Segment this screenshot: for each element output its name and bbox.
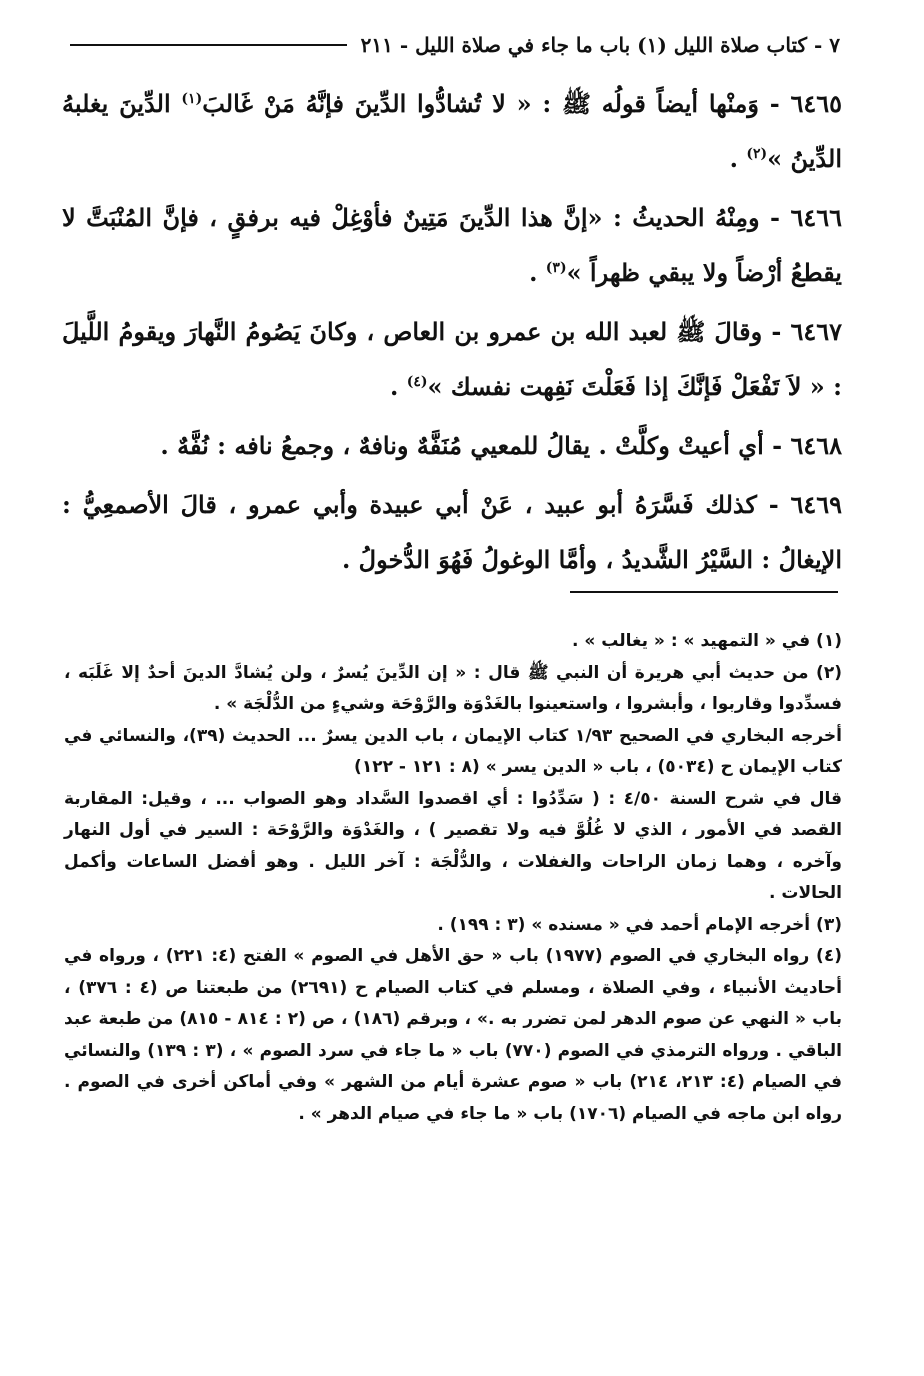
entry-text: - أي أعيتْ وكلَّتْ . يقالُ للمعيي مُنَفَّهٌ ونافهٌ ، وجمعُ نافه : نُفَّهٌ . xyxy=(160,431,783,460)
footnote-text: رواه البخاري في الصوم (١٩٧٧) باب « حق الأهل في الصوم » الفتح (٤: ٢٢١) ، ورواه في أحاديث الأنبياء ، وفي الصلاة ، ومسلم في كتاب الصيام ح (٢٦٩١) من طبعتنا ص (٤ : ٣٧٦) ، باب « النهي عن صوم الدهر لمن تضرر به .» ، وبرقم (١٨٦) ، ص (٢ : ٨١٤ - ٨١٥) من طبعة عبد الباقي . ورواه الترمذي في الصوم (٧٧٠) باب « ما جاء في سرد الصوم » ، (٣ : ١٣٩) والنسائي في الصيام (٤: ٢١٣، ٢١٤) باب « صوم عشرة أيام من الشهر » وفي أماكن أخرى في الصوم . رواه ابن ماجه في الصيام (١٧٠٦) باب « ما جاء في صيام الدهر » . xyxy=(64,946,842,1124)
entry-6465 xyxy=(62,76,842,186)
entry-number: ٦٤٦٥ xyxy=(790,89,842,118)
footnote-ref: (١) xyxy=(181,91,203,107)
running-header xyxy=(70,28,840,62)
footnote-2-commentary xyxy=(64,784,842,910)
entry-text: - كذلك فَسَّرَهُ أبو عبيد ، عَنْ أبي عبيدة وأبي عمرو ، قالَ الأصمعِيُّ : الإيغالُ : السَّيْرُ الشَّديدُ ، وأمَّا الوغولُ فَهُوَ الدُّخولُ . xyxy=(62,490,842,574)
footnote-2-source xyxy=(64,721,842,784)
entry-end: . xyxy=(729,144,738,173)
footnote-ref: (٣) xyxy=(545,260,567,276)
footnote-2 xyxy=(64,658,842,721)
entry-text: - وقالَ ﷺ لعبد الله بن عمرو بن العاص ، وكانَ يَصُومُ النَّهارَ ويقومُ اللَّيلَ : « لاَ تَفْعَلْ فَإنَّكَ إذا فَعَلْتَ نَفِهت نفسك » xyxy=(62,317,842,401)
footnote-ref: (٢) xyxy=(746,146,768,162)
main-text xyxy=(62,76,842,591)
footnote-number: (٤) xyxy=(816,946,842,966)
running-title: ٧ - كتاب صلاة الليل (١) باب ما جاء في صلاة الليل - ٢١١ xyxy=(360,33,840,57)
entry-number: ٦٤٦٧ xyxy=(790,317,843,346)
entry-text: - ومِنْهُ الحديثُ : «إنَّ هذا الدِّينَ مَتِينٌ فأوْغِلْ فيه برفقٍ ، فإنَّ المُنْبَتَّ لا يقطعُ أرْضاً ولا يبقي ظهراً » xyxy=(62,203,842,287)
entry-end: . xyxy=(389,372,399,401)
footnote-4 xyxy=(64,941,842,1130)
entry-end: . xyxy=(529,258,538,287)
footnote-number: (٢) xyxy=(816,662,842,683)
footnote-text: في « التمهيد » : « يغالب » . xyxy=(571,631,811,651)
footnote-number: (١) xyxy=(816,631,842,651)
entry-number: ٦٤٦٦ xyxy=(790,203,842,232)
entry-number: ٦٤٦٨ xyxy=(790,431,842,460)
footnote-text: قال في شرح السنة ٤/٥٠ : ( سَدِّدُوا : أي اقصدوا السَّداد وهو الصواب ... ، وقيل: المقاربة القصد في الأمور ، الذي لا غُلُوَّ فيه ولا تقصير ) ، والغَدْوَة والرَّوْحَة : السير في أول النهار وآخره ، وهما زمان الراحات والغفلات ، والدُّلْجَة : آخر الليل . وهو أفضل الساعات وأكمل الحالات . xyxy=(64,788,842,903)
footnote-text: من حديث أبي هريرة أن النبي ﷺ قال : « إن الدِّينَ يُسرٌ ، ولن يُشادَّ الدينَ أحدٌ إلا غَلَبَه ، فسدِّدوا وقاربوا ، وأبشروا ، واستعينوا بالغَدْوَة والرَّوْحَة وشيءٍ من الدُّلْجَة » . xyxy=(64,662,842,714)
entry-number: ٦٤٦٩ xyxy=(790,490,843,519)
footnote-text: أخرجه البخاري في الصحيح ١/٩٣ كتاب الإيمان ، باب الدين يسرٌ ... الحديث (٣٩)، والنسائي في كتاب الإيمان ح (٥٠٣٤) ، باب « الدين يسر » (٨ : ١٢١ - ١٢٢) xyxy=(64,725,842,777)
entry-6466 xyxy=(62,190,842,300)
footnote-3 xyxy=(64,910,842,942)
footnote-divider xyxy=(570,591,838,593)
footnote-number: (٣) xyxy=(816,914,842,935)
footnotes xyxy=(64,626,842,1130)
entry-6468 xyxy=(62,418,842,473)
footnote-text: أخرجه الإمام أحمد في « مسنده » (٣ : ١٩٩) . xyxy=(437,914,811,935)
entry-text: - وَمنْها أيضاً قولُه ﷺ : « لا تُشادُّوا الدِّينَ فإنَّهُ مَنْ غَالبَ xyxy=(202,89,780,118)
entry-6469 xyxy=(62,477,842,587)
footnote-1 xyxy=(64,626,842,658)
entry-text-cont: الدِّينَ يغلبهُ الدِّينُ » xyxy=(62,89,842,173)
header-rule xyxy=(70,44,347,46)
footnote-ref: (٤) xyxy=(406,374,428,390)
entry-6467 xyxy=(62,304,842,414)
